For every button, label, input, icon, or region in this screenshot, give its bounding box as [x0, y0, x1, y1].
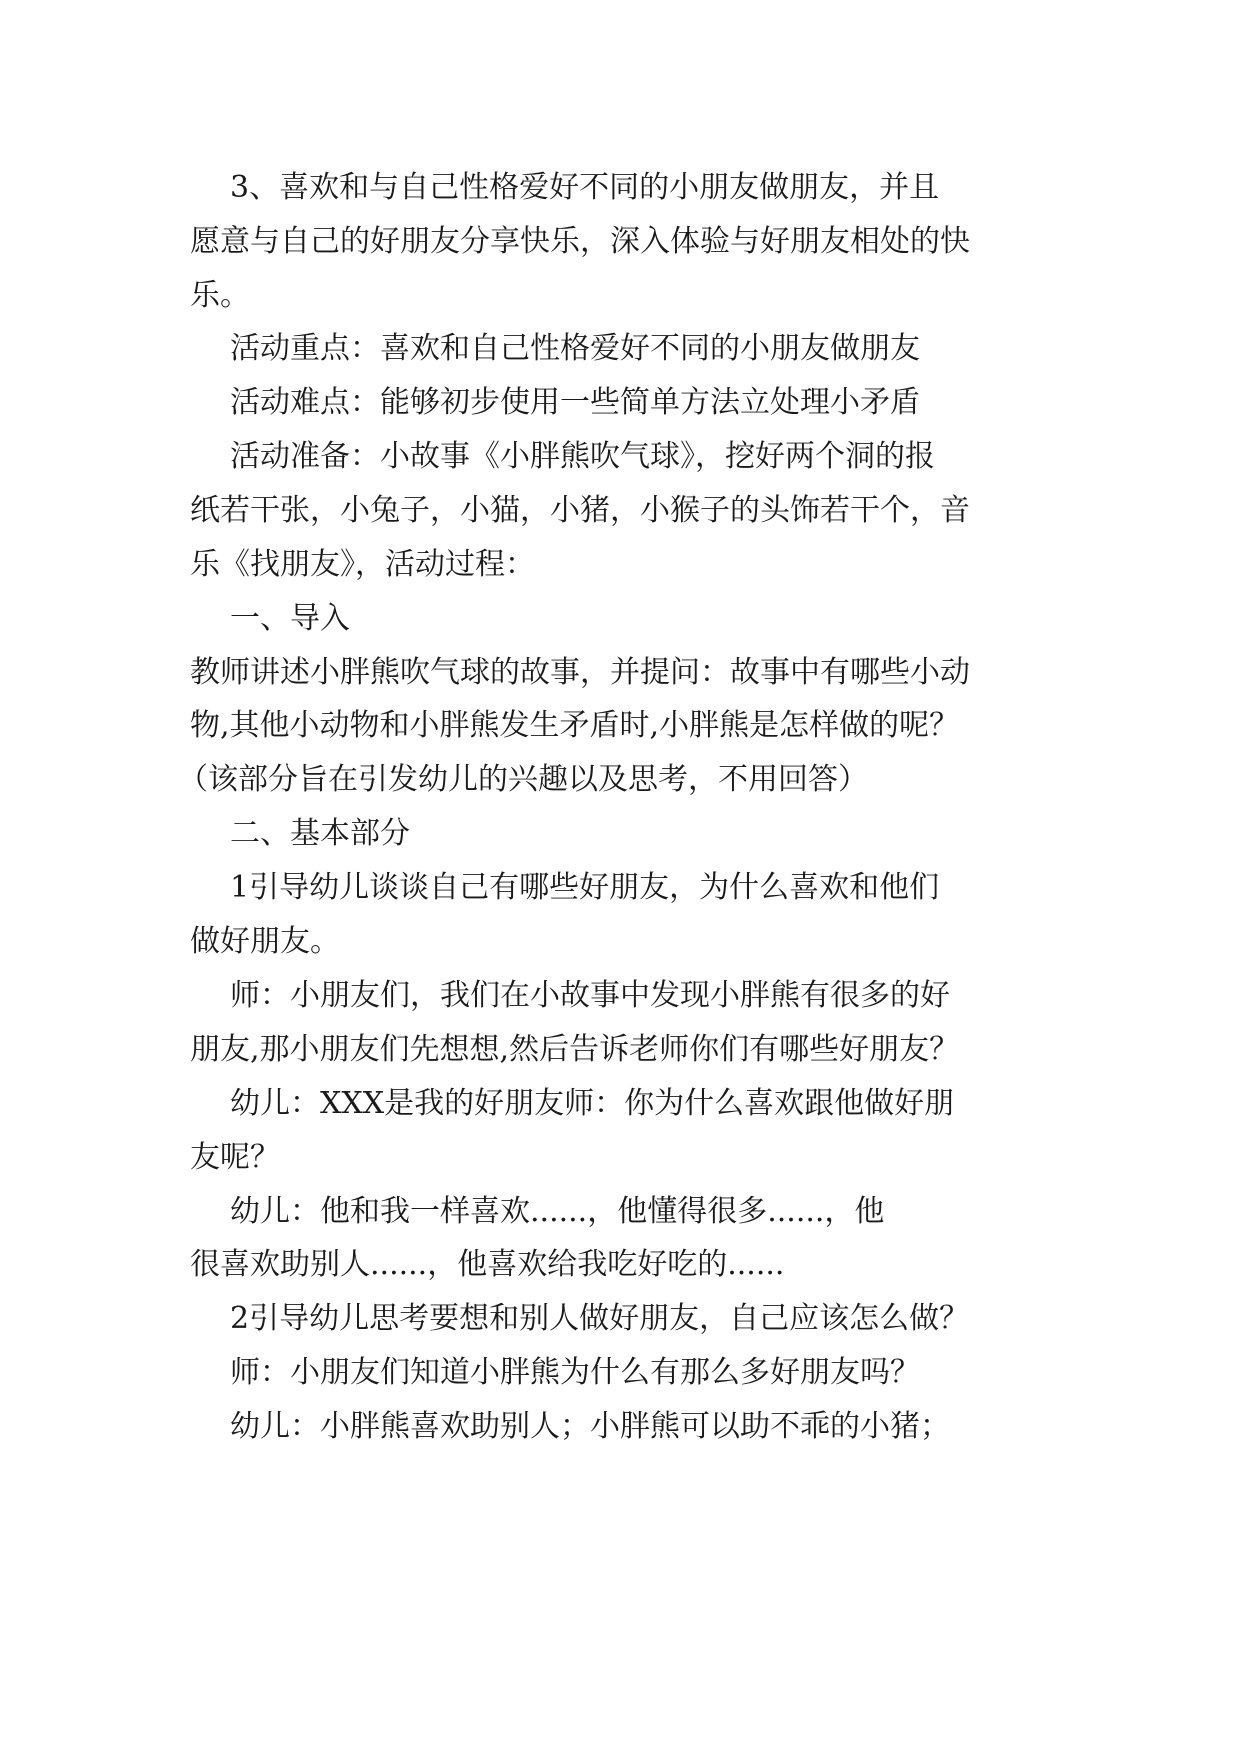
- text-line: 3、喜欢和与自己性格爱好不同的小朋友做朋友，并且: [230, 170, 940, 205]
- text-line: 乐。: [190, 278, 250, 313]
- text-line: 师：小朋友们知道小胖熊为什么有那么多好朋友吗？: [230, 1355, 920, 1390]
- text-line: 2引导幼儿思考要想和别人做好朋友，自己应该怎么做？: [230, 1301, 970, 1336]
- text-line: 1引导幼儿谈谈自己有哪些好朋友，为什么喜欢和他们: [230, 870, 940, 905]
- text-line: 活动难点：能够初步使用一些简单方法立处理小矛盾: [230, 385, 920, 420]
- text-line: 师：小朋友们，我们在小故事中发现小胖熊有很多的好: [230, 978, 950, 1013]
- text-line: 友呢？: [190, 1140, 280, 1175]
- text-line: 愿意与自己的好朋友分享快乐，深入体验与好朋友相处的快: [190, 224, 970, 259]
- section-heading: 二、基本部分: [230, 816, 410, 851]
- text-line: 活动重点：喜欢和自己性格爱好不同的小朋友做朋友: [230, 331, 920, 366]
- text-line: 幼儿：XXX是我的好朋友师：你为什么喜欢跟他做好朋: [230, 1086, 955, 1121]
- text-line: 教师讲述小胖熊吹气球的故事，并提问：故事中有哪些小动: [190, 655, 970, 690]
- text-line: 乐《找朋友》，活动过程：: [190, 547, 535, 582]
- text-line: 幼儿：小胖熊喜欢助别人；小胖熊可以助不乖的小猪；: [230, 1409, 950, 1444]
- text-line: 活动准备：小故事《小胖熊吹气球》，挖好两个洞的报: [230, 439, 935, 474]
- text-line: 纸若干张，小兔子，小猫，小猪，小猴子的头饰若干个，音: [190, 493, 970, 528]
- text-line: 很喜欢助别人......，他喜欢给我吃好吃的......: [190, 1247, 785, 1282]
- section-heading: 一、导入: [230, 601, 350, 636]
- text-line: 做好朋友。: [190, 924, 340, 959]
- text-line: 幼儿：他和我一样喜欢......，他懂得很多......，他: [230, 1194, 885, 1229]
- text-line: 物,其他小动物和小胖熊发生矛盾时,小胖熊是怎样做的呢？: [190, 708, 960, 743]
- text-line: 朋友,那小朋友们先想想,然后告诉老师你们有哪些好朋友？: [190, 1032, 960, 1067]
- text-line: （该部分旨在引发幼儿的兴趣以及思考，不用回答）: [178, 762, 868, 797]
